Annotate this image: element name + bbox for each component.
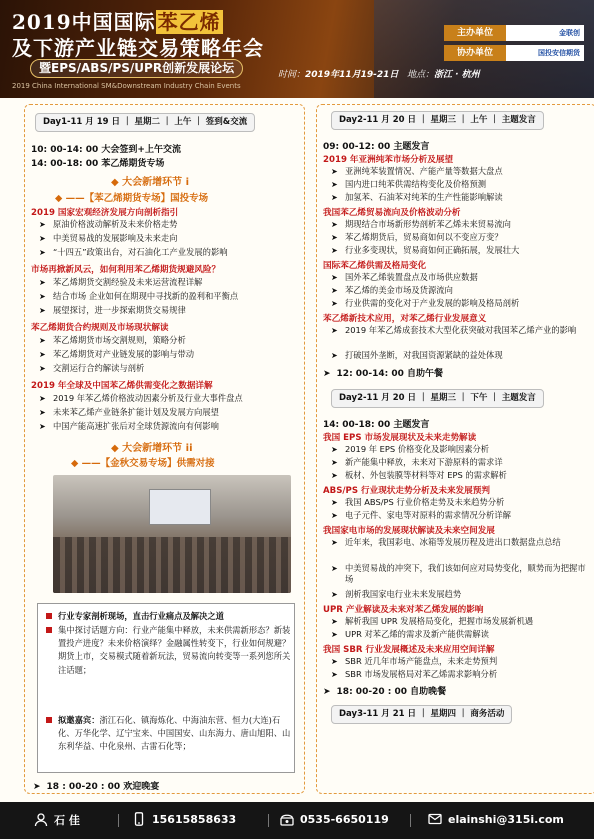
section-supply-demand: 2019 年全球及中国苯乙烯供需变化之数据详解 bbox=[31, 381, 213, 391]
timeslot-dinner: ➤ 18 : 00-20 : 00 欢迎晚宴 bbox=[33, 782, 160, 792]
conference-photo bbox=[53, 475, 291, 593]
list-item: ➤ 2019 年苯乙烯价格波动因素分析及行业大事件盘点 bbox=[39, 393, 243, 403]
event-title-line2: 及下游产业链交易策略年会 bbox=[12, 36, 264, 60]
timeslot-futures: 14: 00-18: 00 苯乙烯期货专场 bbox=[31, 159, 165, 169]
list-item: ➤ 打破国外垄断，对我国资源紧缺的益处体现 bbox=[331, 350, 503, 360]
red-square-icon bbox=[46, 717, 52, 723]
list-item: ➤ 期现结合市场新形势剖析苯乙烯未来贸易流向 bbox=[331, 219, 511, 229]
section-global-supply: 国际苯乙烯供需及格局变化 bbox=[323, 261, 427, 271]
section-trade-flow: 我国苯乙烯贸易流向及价格波动分析 bbox=[323, 208, 461, 218]
divider bbox=[118, 814, 119, 827]
list-item: ➤ 原油价格波动解析及未来价格走势 bbox=[39, 219, 178, 229]
list-item: ➤ SBR 市场发展格局对苯乙烯需求影响分析 bbox=[331, 669, 498, 679]
banner-header bbox=[0, 0, 594, 98]
audience-rows bbox=[53, 537, 291, 593]
day2-morning-label: Day2-11 月 20 日 ｜ 星期三 ｜ 上午 ｜ 主题发言 bbox=[331, 111, 544, 130]
day2-afternoon-label: Day2-11 月 20 日 ｜ 星期三 ｜ 下午 ｜ 主题发言 bbox=[331, 389, 544, 408]
divider bbox=[268, 814, 269, 827]
section-contract-rules: 苯乙烯期货合约规则及市场现状解读 bbox=[31, 323, 169, 333]
list-item: ➤ 加氢苯、石油苯对纯苯的生产性能影响解读 bbox=[331, 192, 503, 202]
section-macro: 2019 国家宏观经济发展方向剖析指引 bbox=[31, 208, 179, 218]
list-item: ➤ 展望探讨，进一步探索期货交易规律 bbox=[39, 305, 186, 315]
new-session-2: ◆ 大会新增环节 ii bbox=[111, 443, 193, 454]
timeslot-lunch: ➤ 12: 00-14: 00 自助午餐 bbox=[323, 369, 443, 379]
list-item: ➤ 中美贸易战的冲突下，我们该如何应对局势变化，顺势而为把握市场 bbox=[331, 563, 586, 584]
timeslot-supper: ➤ 18: 00-20 : 00 自助晚餐 bbox=[323, 687, 447, 697]
box-item-topics: 集中探讨话题方向：行业产能集中释放，未来供需新形态？新装置投产进度？未来价格演绎？金融属性转变下，行业如何规避？期货上市，交易模式随着新玩法，贸易流向转变等一系列您所关注话题； bbox=[46, 624, 292, 677]
list-item: ➤ “十四五”政策出台，对石油化工产业发展的影响 bbox=[39, 247, 228, 257]
day1-label: Day1-11 月 19 日 ｜ 星期二 ｜ 上午 ｜ 签到&交流 bbox=[35, 113, 255, 132]
title-highlight: 苯乙烯 bbox=[157, 10, 221, 34]
email-icon bbox=[428, 812, 442, 826]
list-item: ➤ 交割运行合约解读与剖析 bbox=[39, 363, 145, 373]
list-item: ➤ 中国产能高速扩张后对全球货源流向有何影响 bbox=[39, 421, 219, 431]
list-item: ➤ 剖析我国家电行业未来发展趋势 bbox=[331, 589, 462, 599]
box-item-guests: 拟邀嘉宾：浙江石化、镇海炼化、中海油东营、恒力(大连)石化、万华化学、辽宁宝来、中国国安、山东海力、唐山旭阳、山东利华益、中化泉州、古雷石化等； bbox=[46, 714, 292, 754]
list-item: ➤ 2019 年苯乙烯成套技术大型化获突破对我国苯乙烯产业的影响 bbox=[331, 325, 577, 335]
red-square-icon bbox=[46, 613, 52, 619]
list-item: ➤ UPR 对苯乙烯的需求及新产能供需解读 bbox=[331, 629, 489, 639]
person-icon bbox=[34, 813, 48, 827]
section-benzene: 2019 年亚洲纯苯市场分析及展望 bbox=[323, 155, 454, 165]
box-item-experts: 行业专家剖析现场，直击行业痛点及解决之道 bbox=[46, 610, 292, 623]
list-item: ➤ 苯乙烯的美金市场及货源流向 bbox=[331, 285, 453, 295]
co-sponsor bbox=[444, 44, 584, 62]
section-abs-ps: ABS/PS 行业现状走势分析及未来发展预判 bbox=[323, 486, 490, 496]
timeslot-morning: 09: 00-12: 00 主题发言 bbox=[323, 142, 430, 152]
contact-email[interactable]: elainshi@315i.com bbox=[428, 812, 564, 826]
list-item: ➤ SBR 近几年市场产能盘点，未来走势预判 bbox=[331, 656, 498, 666]
mobile-phone-icon bbox=[132, 812, 146, 826]
host-label: 主办单位 bbox=[444, 25, 506, 41]
list-item: ➤ 中美贸易战的发展影响及未来走向 bbox=[39, 233, 178, 243]
list-item: ➤ 国内进口纯苯供需结构变化及价格预测 bbox=[331, 179, 487, 189]
section-hedging: 市场再掀新风云，如何利用苯乙烯期货规避风险？ bbox=[31, 265, 221, 275]
list-item: ➤ 行业供需的变化对于产业发展的影响及格局剖析 bbox=[331, 298, 520, 308]
contact-footer bbox=[0, 802, 594, 839]
session-futures-title: ◆ ——【苯乙烯期货专场】国投专场 bbox=[55, 193, 209, 204]
co-host-label: 协办单位 bbox=[444, 45, 506, 61]
right-agenda-column bbox=[316, 104, 594, 794]
co-host-logo: 国投安信期货 bbox=[506, 45, 584, 61]
highlight-box bbox=[37, 603, 295, 773]
event-english-title: 2019 China International SM&Downstream Industry Chain Events bbox=[12, 82, 241, 90]
list-item: ➤ 未来苯乙烯产业链条扩能计划及发展方向展望 bbox=[39, 407, 219, 417]
event-subtitle: 暨EPS/ABS/PS/UPR创新发展论坛 bbox=[30, 59, 243, 78]
list-item: ➤ 亚洲纯苯装置情况、产能产量等数据大盘点 bbox=[331, 166, 503, 176]
list-item: ➤ 结合市场 企业如何在期现中寻找新的盈利和平衡点 bbox=[39, 291, 239, 301]
section-new-tech: 苯乙烯新技术应用，对苯乙烯行业发展意义 bbox=[323, 314, 487, 324]
section-upr: UPR 产业解读及未来对苯乙烯发展的影响 bbox=[323, 605, 484, 615]
projector-screen bbox=[149, 489, 211, 525]
list-item: ➤ 我国 ABS/PS 行业价格走势及未来趋势分析 bbox=[331, 497, 505, 507]
list-item: ➤ 2019 年 EPS 价格变化及影响因素分析 bbox=[331, 444, 490, 454]
event-time-place: 时间：2019年11月19-21日 地点：浙江 · 杭州 bbox=[278, 70, 480, 80]
timeslot-afternoon: 14: 00-18: 00 主题发言 bbox=[323, 420, 430, 430]
list-item: ➤ 苯乙烯期货对产业链发展的影响与带动 bbox=[39, 349, 195, 359]
contact-name: 石 佳 bbox=[34, 812, 80, 828]
list-item: ➤ 解析我国 UPR 发展格局变化，把握市场发展新机遇 bbox=[331, 616, 534, 626]
list-item: ➤ 板材、外包装膜等材料等对 EPS 的需求解析 bbox=[331, 470, 507, 480]
event-title-line1: 2019中国国际 苯乙烯 bbox=[12, 10, 221, 34]
list-item: ➤ 国外苯乙烯装置盘点及市场供应数据 bbox=[331, 272, 478, 282]
list-item: ➤ 行业多变现状，贸易商如何正确拓展，发展壮大 bbox=[331, 245, 520, 255]
day3-label: Day3-11 月 21 日 ｜ 星期四 ｜ 商务活动 bbox=[331, 705, 512, 724]
divider bbox=[410, 814, 411, 827]
section-eps: 我国 EPS 市场发展现状及未来走势解读 bbox=[323, 433, 477, 443]
left-agenda-column bbox=[24, 104, 305, 794]
new-session-1: ◆ 大会新增环节 i bbox=[111, 177, 190, 188]
contact-mobile[interactable]: 15615858633 bbox=[132, 812, 236, 826]
list-item: ➤ 苯乙烯期货交割经验及未来运营流程详解 bbox=[39, 277, 203, 287]
host-logo: 金联创 bbox=[506, 25, 584, 41]
section-appliances: 我国家电市场的发展现状解读及未来空间发展 bbox=[323, 526, 495, 536]
session-trading-title: ◆ ——【金秋交易专场】供需对接 bbox=[71, 458, 215, 469]
host-sponsor bbox=[444, 24, 584, 42]
list-item: ➤ 苯乙烯期货市场交割规则，策略分析 bbox=[39, 335, 186, 345]
timeslot-signin: 10: 00-14: 00 大会签到+上午交流 bbox=[31, 145, 181, 155]
list-item: ➤ 电子元件、家电等对原料的需求情况分析详解 bbox=[331, 510, 511, 520]
list-item: ➤ 近年来，我国彩电、冰箱等发展历程及进出口数据盘点总结 bbox=[331, 537, 561, 547]
red-square-icon bbox=[46, 627, 52, 633]
list-item: ➤ 新产能集中释放，未来对下游原料的需求详 bbox=[331, 457, 503, 467]
telephone-icon bbox=[280, 812, 294, 826]
list-item: ➤ 苯乙烯期货后，贸易商如何以不变应万变？ bbox=[331, 232, 503, 242]
section-sbr: 我国 SBR 行业发展概述及未来应用空间详解 bbox=[323, 645, 495, 655]
contact-phone[interactable]: 0535-6650119 bbox=[280, 812, 389, 826]
